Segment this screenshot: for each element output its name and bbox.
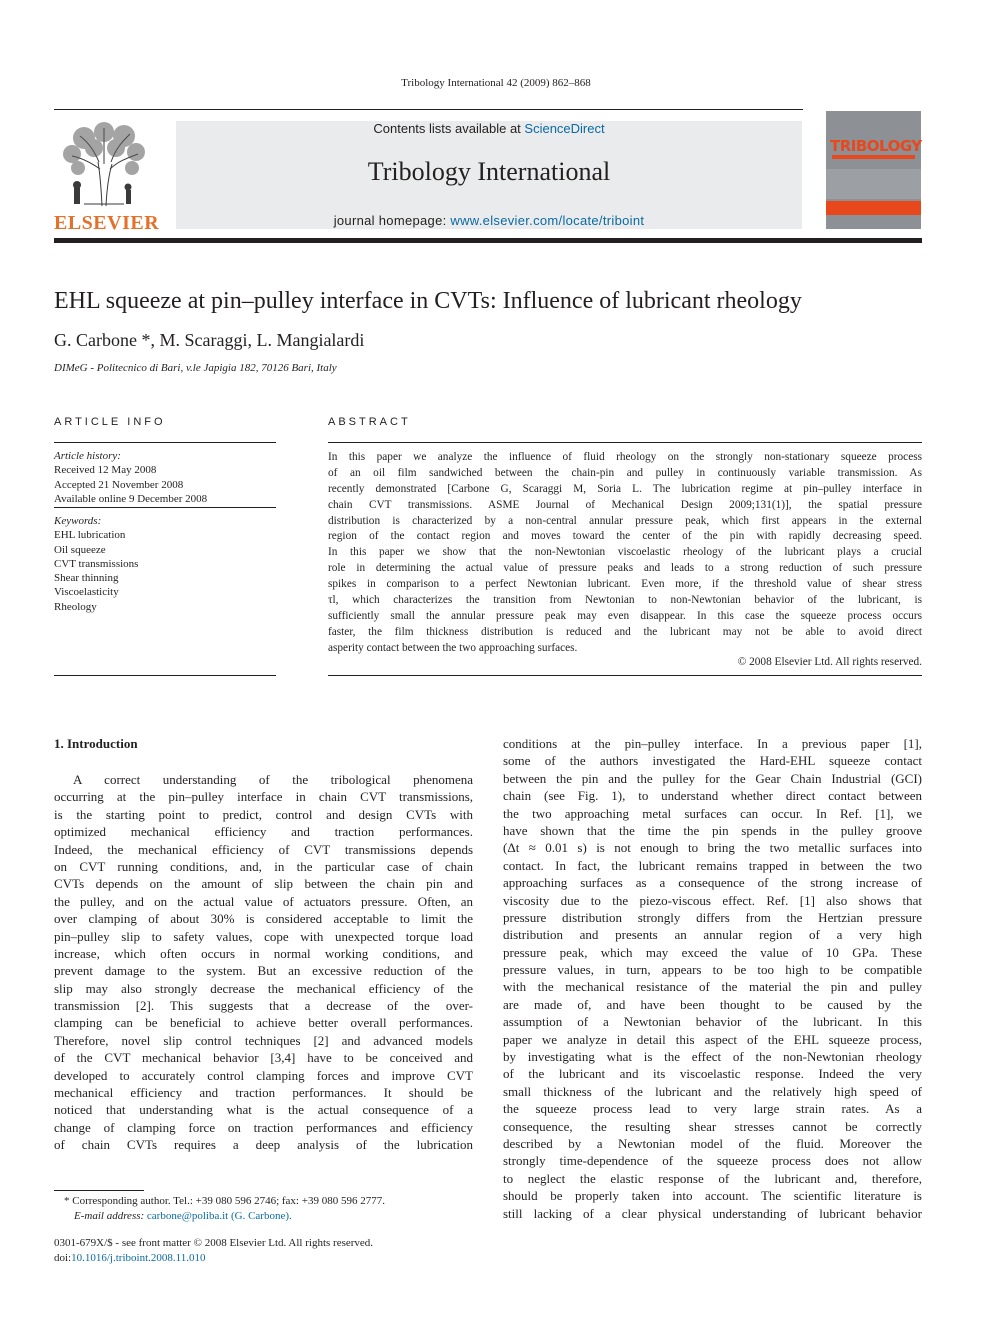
body-line: viscosity due to the piezo-viscous effect. Ref. [1] also shows that: [503, 892, 922, 908]
body-line: pressure peak, which may exceed the value of 10 GPa. These: [503, 944, 922, 960]
history-received: Received 12 May 2008: [54, 464, 157, 477]
cover-title: TRIBOLOGY: [830, 137, 922, 155]
body-line: small thickness of the lubricant and the relatively high speed of: [503, 1083, 922, 1099]
article-info-rule: [54, 442, 276, 443]
affiliation: DIMeG - Politecnico di Bari, v.le Japigia 182, 70126 Bari, Italy: [54, 362, 337, 374]
abstract-line: role in determining the actual value of pressure peaks and leads to a strong reduction of such pressure: [328, 562, 922, 575]
body-line: the squeeze process lead to very large strain rates. As a: [503, 1101, 922, 1117]
email-link[interactable]: carbone@poliba.it (G. Carbone).: [146, 1210, 292, 1222]
body-line: CVTs depends on the amount of slip between the chain pin and: [54, 876, 473, 892]
keyword: Rheology: [54, 600, 97, 613]
journal-name: Tribology International: [367, 157, 611, 186]
body-line: mechanical efficiency and traction performances. It should be: [54, 1085, 473, 1101]
abstract-line: of an oil film sandwiched between the chain-pin and pulley in continuously variable transmission. As: [328, 466, 922, 479]
body-line: of the lubricant and its viscoelastic response. Indeed the very: [503, 1066, 922, 1082]
body-line: change of clamping force on traction performances and efficiency: [54, 1119, 473, 1135]
keywords-label: Keywords:: [54, 515, 102, 527]
body-line: occurring at the pin–pulley interface in chain CVT transmissions,: [54, 789, 473, 805]
publisher-logo[interactable]: [54, 114, 160, 234]
footnote: [54, 1194, 474, 1224]
keywords-list: [54, 514, 276, 614]
cover-panel: [826, 169, 921, 199]
history-accepted: Accepted 21 November 2008: [54, 478, 184, 491]
footnote-rule: [54, 1190, 144, 1191]
body-line: approaching surfaces as a consequence of the strong increase of: [503, 875, 922, 891]
keyword: CVT transmissions: [54, 557, 139, 570]
homepage-prefix: journal homepage:: [333, 213, 451, 228]
body-line: of chain CVTs requires a deep analysis of the lubrication: [54, 1137, 473, 1153]
body-line: on CVT running conditions, and, in the particular case of chain: [54, 858, 473, 874]
body-line: chain (see Fig. 1), to understand whether direct contact between: [503, 788, 922, 804]
abstract-bottom-rule: [328, 675, 922, 676]
body-line: contact. In fact, the lubricant remains trapped in between the two: [503, 857, 922, 873]
article-info-heading: ARTICLE INFO: [54, 416, 166, 428]
author-list: G. Carbone *, M. Scaraggi, L. Mangialardi: [54, 330, 365, 350]
body-line: some of the authors investigated the Hard-EHL squeeze contact: [503, 753, 922, 769]
body-line: transmission [2]. This suggests that a decrease of the over-: [54, 998, 473, 1014]
history-label: Article history:: [54, 450, 121, 462]
body-line: A correct understanding of the tribological phenomena: [73, 772, 473, 787]
body-line: to neglect the elastic response of the lubricant and, therefore,: [503, 1170, 922, 1186]
body-column-left: [54, 771, 473, 1154]
body-line: conditions at the pin–pulley interface. In a previous paper [1],: [503, 736, 922, 751]
body-line: still lacking of a clear physical understanding of lubricant behavior: [503, 1205, 922, 1221]
abstract-line: τl, which characterizes the transition from Newtonian to non-Newtonian behavior of the lubricant, is: [328, 594, 922, 607]
homepage-link[interactable]: www.elsevier.com/locate/triboint: [450, 213, 645, 228]
contents-line: [176, 121, 802, 136]
keyword: EHL lubrication: [54, 529, 126, 542]
abstract-line: spikes in comparison to a perfect Newtonian lubricant. Even more, if the threshold value of shear stress: [328, 578, 922, 591]
homepage-line: [176, 213, 802, 228]
body-line: pressure distribution strongly differs from the Hertzian pressure: [503, 909, 922, 925]
body-line: optimized mechanical efficiency and traction performances.: [54, 824, 473, 840]
masthead-rule: [54, 238, 922, 243]
body-line: should be properly taken into account. The scientific literature is: [503, 1188, 922, 1204]
body-line: between the pin and the pulley for the Gear Chain Industrial (GCI): [503, 770, 922, 786]
body-line: paper we analyze in detail this aspect of the EHL squeeze process,: [503, 1031, 922, 1047]
abstract-rule: [328, 442, 922, 443]
doi-link[interactable]: 10.1016/j.triboint.2008.11.010: [71, 1252, 206, 1264]
doi-label: doi:: [54, 1252, 72, 1264]
elsevier-wordmark: ELSEVIER: [54, 212, 160, 234]
keywords-rule: [54, 507, 276, 508]
body-line: slip may also strongly decrease the mechanical efficiency of the: [54, 980, 473, 996]
body-line: noticed that understanding what is the actual consequence of a: [54, 1102, 473, 1118]
body-line: consequence, the resulting shear stresses cannot be correctly: [503, 1118, 922, 1134]
imprint: [54, 1236, 474, 1266]
issn-line: 0301-679X/$ - see front matter © 2008 Elsevier Ltd. All rights reserved.: [54, 1237, 374, 1249]
email-note: [54, 1209, 474, 1224]
keyword: Viscoelasticity: [54, 586, 119, 599]
cover-band: [826, 201, 921, 215]
body-line: the pulley, and on the actual value of actuators pressure. Often, an: [54, 893, 473, 909]
journal-banner: [176, 121, 802, 229]
body-line: Indeed, the mechanical efficiency of CVT transmissions depends: [54, 841, 473, 857]
body-line: with the mechanical resistance of the material the pin and pulley: [503, 979, 922, 995]
body-line: is the starting point to predict, control and design CVTs with: [54, 806, 473, 822]
body-line: Therefore, novel slip control techniques [2] and advanced models: [54, 1032, 473, 1048]
body-line: developed to accurately control clamping forces and improve CVT: [54, 1067, 473, 1083]
header-rule: [54, 109, 803, 110]
abstract-line: In this paper we show that the non-Newtonian viscoelastic rheology of the lubricant plays a crucial: [328, 546, 922, 559]
abstract-line: In this paper we analyze the influence of fluid rheology on the strongly non-stationary squeeze process: [328, 451, 922, 463]
tree-logo-icon: [54, 114, 154, 210]
body-line: increase, which often occurs in normal working conditions, and: [54, 945, 473, 961]
doi-line: [54, 1251, 474, 1266]
running-head: Tribology International 42 (2009) 862–868: [401, 77, 591, 89]
abstract-line: region of the contact region and moves toward the center of the pin with rapidly decreasing speed.: [328, 530, 922, 543]
abstract-line: distribution is characterized by a non-central annular pressure peak, which first appears in the external: [328, 514, 922, 527]
cover-stripe: [832, 155, 915, 159]
body-line: are made of, and have been thought to be caused by the: [503, 996, 922, 1012]
body-line: of the CVT mechanical behavior [3,4] have to be conceived and: [54, 1050, 473, 1066]
body-line: described by a Newtonian model of the fluid. Moreover the: [503, 1135, 922, 1151]
abstract-line: faster, the film thickness distribution is reduced and the lubricant may not be able to avoid direct: [328, 625, 922, 638]
body-line: assumption of a Newtonian behavior of the lubricant. In this: [503, 1014, 922, 1030]
keyword: Oil squeeze: [54, 543, 106, 556]
body-line: over clamping of about 30% is considered acceptable to limit the: [54, 911, 473, 927]
body-column-right: [503, 735, 922, 1222]
abstract-line: chain CVT transmissions. ASME Journal of Mechanical Design 2009;131(1)], the spatial pressure: [328, 498, 922, 511]
history-online: Available online 9 December 2008: [54, 492, 208, 505]
body-line: strongly time-dependence of the squeeze process does not allow: [503, 1153, 922, 1169]
article-history: [54, 449, 276, 506]
body-line: (Δt ≈ 0.01 s) is not enough to bring the two metallic surfaces into: [503, 840, 922, 856]
abstract-heading: ABSTRACT: [328, 416, 411, 428]
abstract-line: asperity contact between the two approaching surfaces.: [328, 641, 578, 654]
abstract-line: sufficiently small the annular pressure peak may even disappear. In this case the squeeze process occurs: [328, 609, 922, 622]
article-info-bottom-rule: [54, 675, 276, 676]
body-line: the two approaching metal surfaces can occur. In Ref. [1], we: [503, 805, 922, 821]
journal-cover[interactable]: [826, 111, 921, 229]
body-line: prevent damage to the system. But an excessive reduction of the: [54, 963, 473, 979]
body-line: by investigating what is the effect of the non-Newtonian rheology: [503, 1049, 922, 1065]
contents-prefix: Contents lists available at: [373, 121, 525, 136]
email-label: E-mail address:: [74, 1210, 147, 1222]
body-line: clamping can be beneficial to achieve better overall performances.: [54, 1015, 473, 1031]
body-line: have shown that the time the pin spends in the pulley groove: [503, 822, 922, 838]
section-heading-introduction: 1. Introduction: [54, 736, 138, 751]
keyword: Shear thinning: [54, 572, 119, 585]
sciencedirect-link[interactable]: ScienceDirect: [524, 121, 605, 136]
abstract-copyright: © 2008 Elsevier Ltd. All rights reserved.: [737, 656, 922, 668]
corresponding-author-note: * Corresponding author. Tel.: +39 080 596 2746; fax: +39 080 596 2777.: [64, 1195, 385, 1207]
body-line: distribution and presents an annular region of a very high: [503, 927, 922, 943]
abstract-line: recently demonstrated [Carbone G, Scaraggi M, Soria L. The lubrication regime at pin–pulley interface in: [328, 482, 922, 495]
article-title: EHL squeeze at pin–pulley interface in CVTs: Influence of lubricant rheology: [54, 288, 802, 314]
body-line: pin–pulley slip to safety values, cope with unexpected torque load: [54, 928, 473, 944]
abstract-body: [328, 450, 922, 657]
body-line: pressure values, in turn, appears to be too high to be compatible: [503, 962, 922, 978]
